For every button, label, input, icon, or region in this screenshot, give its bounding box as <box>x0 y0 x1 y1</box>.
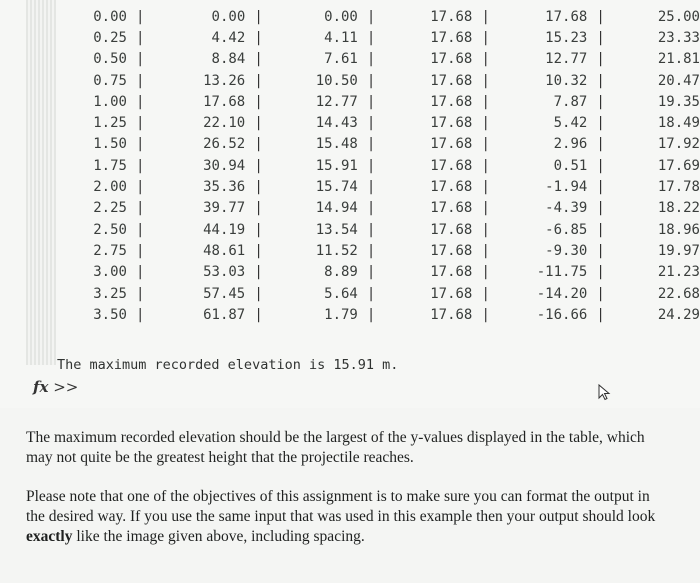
column-separator: | <box>254 242 263 259</box>
column-separator: | <box>136 8 145 25</box>
table-row <box>74 283 700 304</box>
table-cell: -6.85 <box>545 221 588 238</box>
column-separator: | <box>366 306 376 323</box>
table-cell: 3.00 <box>93 264 127 281</box>
column-separator: | <box>254 306 263 323</box>
table-cell: 30.94 <box>203 157 246 174</box>
column-separator: | <box>481 29 490 46</box>
table-cell: 1.79 <box>324 306 358 323</box>
column-separator: | <box>254 264 263 281</box>
column-separator: | <box>366 93 376 110</box>
table-cell: 17.68 <box>430 306 473 323</box>
column-separator: | <box>596 136 605 153</box>
table-cell: -11.75 <box>536 264 588 281</box>
column-separator: | <box>254 179 263 196</box>
column-separator: | <box>254 51 263 68</box>
table-cell: 0.00 <box>324 8 358 25</box>
table-cell: -1.94 <box>545 179 588 196</box>
table-cell: 17.69 <box>657 157 700 174</box>
table-cell: 17.68 <box>430 179 473 196</box>
table-cell: 12.77 <box>545 51 588 68</box>
table-cell: 17.68 <box>430 29 473 46</box>
column-separator: | <box>481 264 490 281</box>
table-cell: 5.42 <box>553 115 588 132</box>
column-separator: | <box>596 8 605 25</box>
column-separator: | <box>596 179 605 196</box>
table-row <box>74 219 700 240</box>
table-cell: 15.23 <box>545 29 588 46</box>
table-cell: 14.94 <box>315 200 358 217</box>
column-separator: | <box>136 157 145 174</box>
table-cell: 1.00 <box>93 93 127 110</box>
table-row <box>74 49 700 70</box>
column-separator: | <box>596 115 605 132</box>
column-separator: | <box>366 29 376 46</box>
table-row <box>74 134 700 155</box>
column-separator: | <box>136 136 145 153</box>
table-cell: 17.68 <box>430 157 473 174</box>
column-separator: | <box>596 306 605 323</box>
column-separator: | <box>254 29 263 46</box>
table-cell: 17.68 <box>430 136 473 153</box>
table-cell: 17.68 <box>430 72 473 89</box>
table-row <box>74 240 700 261</box>
console-gutter <box>26 0 56 365</box>
table-cell: 0.75 <box>93 72 127 89</box>
column-separator: | <box>596 264 605 281</box>
column-separator: | <box>481 179 490 196</box>
column-separator: | <box>136 29 145 46</box>
table-cell: 3.25 <box>93 285 127 302</box>
table-cell: 13.54 <box>315 221 358 238</box>
table-cell: 1.75 <box>93 157 127 174</box>
table-cell: 39.77 <box>203 200 246 217</box>
column-separator: | <box>481 242 490 259</box>
column-separator: | <box>254 157 263 174</box>
table-cell: 3.50 <box>93 306 127 323</box>
table-row <box>74 176 700 197</box>
command-prompt[interactable] <box>33 378 78 396</box>
table-cell: 53.03 <box>203 264 246 281</box>
column-separator: | <box>366 8 376 25</box>
column-separator: | <box>254 285 263 302</box>
table-cell: 22.10 <box>203 115 246 132</box>
table-cell: 17.68 <box>430 221 473 238</box>
table-cell: 8.89 <box>324 264 358 281</box>
table-cell: 17.68 <box>430 115 473 132</box>
output-table-wrap <box>74 6 700 325</box>
column-separator: | <box>481 157 490 174</box>
table-cell: 7.61 <box>324 51 358 68</box>
column-separator: | <box>254 136 263 153</box>
table-cell: -4.39 <box>545 200 588 217</box>
table-cell: 18.49 <box>657 115 700 132</box>
table-cell: 2.96 <box>553 136 588 153</box>
table-cell: 1.50 <box>93 136 127 153</box>
table-row <box>74 198 700 219</box>
column-separator: | <box>481 51 490 68</box>
column-separator: | <box>366 285 376 302</box>
column-separator: | <box>366 221 376 238</box>
table-cell: 2.75 <box>93 242 127 259</box>
table-cell: -16.66 <box>536 306 588 323</box>
table-row <box>74 27 700 48</box>
column-separator: | <box>366 242 376 259</box>
table-cell: 18.96 <box>657 221 700 238</box>
column-separator: | <box>136 264 145 281</box>
table-cell: 22.68 <box>657 285 700 302</box>
mouse-pointer-icon <box>596 383 612 401</box>
table-cell: 17.68 <box>203 93 246 110</box>
column-separator: | <box>481 200 490 217</box>
column-separator: | <box>366 136 376 153</box>
table-cell: 48.61 <box>203 242 246 259</box>
table-cell: 2.50 <box>93 221 127 238</box>
table-cell: 19.97 <box>657 242 700 259</box>
table-cell: 17.68 <box>430 93 473 110</box>
emphasis-exactly: exactly <box>26 528 73 545</box>
column-separator: | <box>136 115 145 132</box>
table-cell: 10.32 <box>545 72 588 89</box>
column-separator: | <box>136 200 145 217</box>
table-row <box>74 112 700 133</box>
column-separator: | <box>254 115 263 132</box>
column-separator: | <box>136 306 145 323</box>
table-cell: 20.47 <box>657 72 700 89</box>
column-separator: | <box>136 93 145 110</box>
column-separator: | <box>366 179 376 196</box>
table-row <box>74 91 700 112</box>
table-cell: 15.48 <box>315 136 358 153</box>
column-separator: | <box>481 221 490 238</box>
table-cell: 17.68 <box>430 264 473 281</box>
column-separator: | <box>481 93 490 110</box>
column-separator: | <box>136 221 145 238</box>
table-cell: 18.22 <box>657 200 700 217</box>
table-row <box>74 6 700 27</box>
table-cell: 17.68 <box>430 51 473 68</box>
column-separator: | <box>596 157 605 174</box>
table-cell: 0.25 <box>93 29 127 46</box>
table-cell: 11.52 <box>315 242 358 259</box>
table-cell: 0.00 <box>93 8 127 25</box>
column-separator: | <box>481 8 490 25</box>
column-separator: | <box>254 221 263 238</box>
column-separator: | <box>596 200 605 217</box>
table-row <box>74 304 700 325</box>
column-separator: | <box>596 285 605 302</box>
column-separator: | <box>596 51 605 68</box>
table-cell: 0.00 <box>211 8 246 25</box>
assignment-notes <box>26 428 671 566</box>
column-separator: | <box>366 51 376 68</box>
column-separator: | <box>254 93 263 110</box>
column-separator: | <box>366 200 376 217</box>
column-separator: | <box>596 242 605 259</box>
output-table-body <box>74 6 700 325</box>
column-separator: | <box>481 115 490 132</box>
table-row <box>74 262 700 283</box>
table-cell: 17.68 <box>430 242 473 259</box>
column-separator: | <box>136 72 145 89</box>
column-separator: | <box>366 157 376 174</box>
table-cell: 17.68 <box>545 8 588 25</box>
table-cell: 13.26 <box>203 72 246 89</box>
column-separator: | <box>596 29 605 46</box>
table-cell: -9.30 <box>545 242 588 259</box>
note-paragraph-2-start: Please note that one of the objectives of this assignment is to make sure you can format the output in the desired way. If you use the same input that was used in this example then your output should look <box>26 488 656 525</box>
table-cell: 24.29 <box>657 306 700 323</box>
prompt-chevrons: >> <box>53 378 79 396</box>
column-separator: | <box>366 115 376 132</box>
column-separator: | <box>136 242 145 259</box>
table-cell: -14.20 <box>536 285 588 302</box>
column-separator: | <box>254 200 263 217</box>
column-separator: | <box>481 306 490 323</box>
table-cell: 17.68 <box>430 8 473 25</box>
table-cell: 10.50 <box>315 72 358 89</box>
table-cell: 44.19 <box>203 221 246 238</box>
note-paragraph-2 <box>26 487 671 547</box>
table-cell: 7.87 <box>553 93 588 110</box>
table-cell: 1.25 <box>93 115 127 132</box>
table-cell: 4.42 <box>211 29 246 46</box>
table-cell: 57.45 <box>203 285 246 302</box>
table-cell: 15.91 <box>315 157 358 174</box>
table-row <box>74 70 700 91</box>
table-cell: 26.52 <box>203 136 246 153</box>
table-cell: 17.68 <box>430 285 473 302</box>
table-cell: 17.92 <box>657 136 700 153</box>
column-separator: | <box>366 264 376 281</box>
table-cell: 23.33 <box>657 29 700 46</box>
table-cell: 19.35 <box>657 93 700 110</box>
table-cell: 0.50 <box>93 51 127 68</box>
column-separator: | <box>136 51 145 68</box>
column-separator: | <box>254 8 263 25</box>
column-separator: | <box>481 72 490 89</box>
note-paragraph-1: The maximum recorded elevation should be the largest of the y-values displayed in the table, which may not quite be the greatest height that the projectile reaches. <box>26 429 645 466</box>
table-cell: 8.84 <box>211 51 246 68</box>
table-row <box>74 155 700 176</box>
table-cell: 17.68 <box>430 200 473 217</box>
table-cell: 2.25 <box>93 200 127 217</box>
column-separator: | <box>596 221 605 238</box>
table-cell: 2.00 <box>93 179 127 196</box>
table-cell: 17.78 <box>657 179 700 196</box>
table-cell: 61.87 <box>203 306 246 323</box>
column-separator: | <box>254 72 263 89</box>
column-separator: | <box>481 136 490 153</box>
table-cell: 15.74 <box>315 179 358 196</box>
table-cell: 4.11 <box>324 29 358 46</box>
table-cell: 25.00 <box>657 8 700 25</box>
column-separator: | <box>366 72 376 89</box>
table-cell: 35.36 <box>203 179 246 196</box>
table-cell: 21.23 <box>657 264 700 281</box>
note-paragraph-2-end: like the image given above, including spacing. <box>72 528 365 545</box>
column-separator: | <box>136 285 145 302</box>
column-separator: | <box>481 285 490 302</box>
table-cell: 12.77 <box>315 93 358 110</box>
table-cell: 14.43 <box>315 115 358 132</box>
fx-icon[interactable]: fx <box>33 378 49 396</box>
output-table <box>74 6 700 325</box>
table-cell: 5.64 <box>324 285 358 302</box>
column-separator: | <box>596 93 605 110</box>
table-cell: 0.51 <box>553 157 588 174</box>
table-cell: 21.81 <box>657 51 700 68</box>
column-separator: | <box>596 72 605 89</box>
column-separator: | <box>136 179 145 196</box>
max-elevation-line: The maximum recorded elevation is 15.91 m. <box>57 357 399 373</box>
